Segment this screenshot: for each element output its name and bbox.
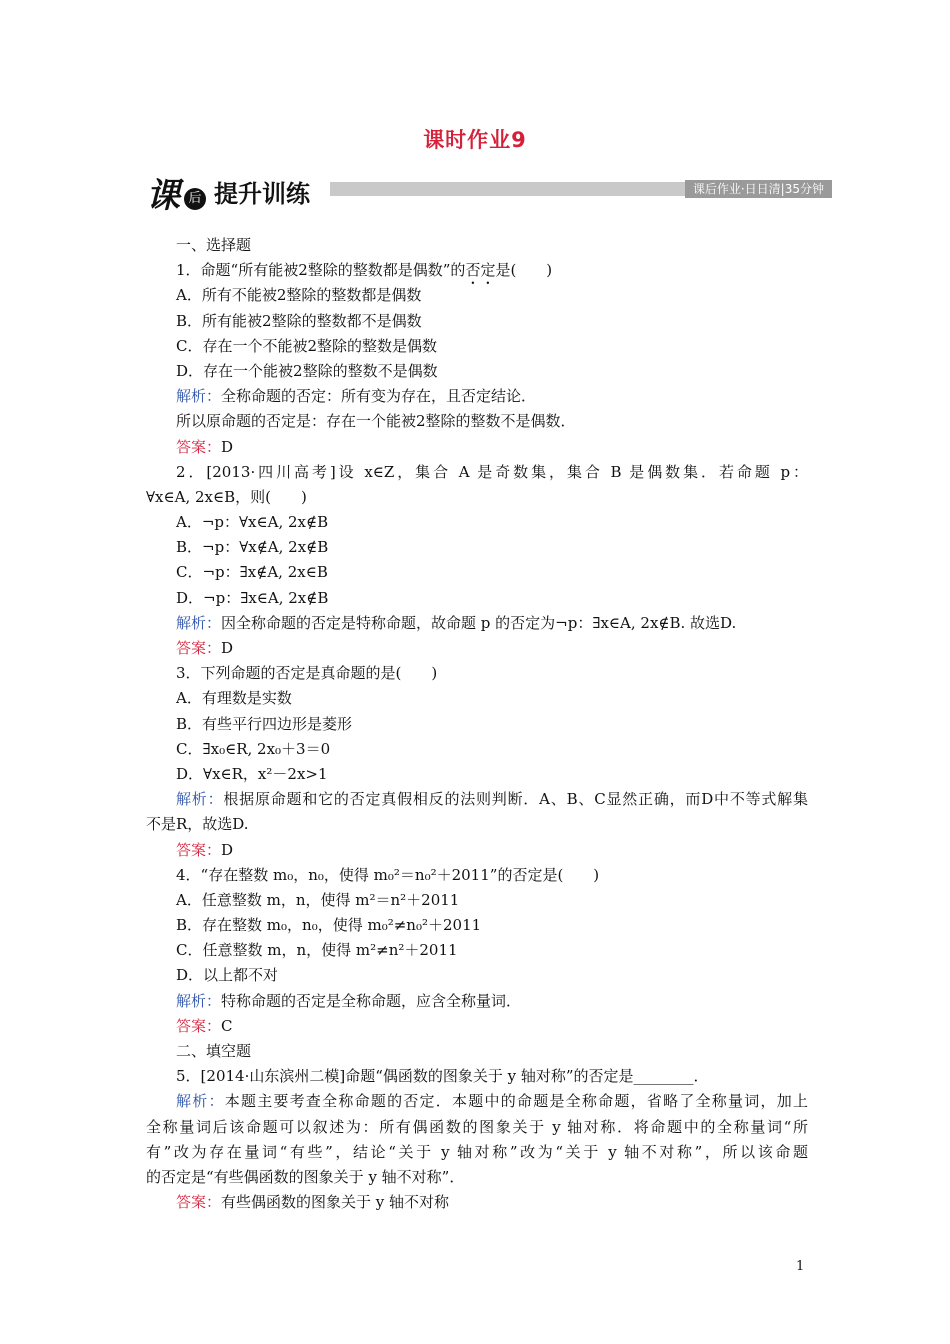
page-title: 课时作业9 <box>423 128 527 152</box>
q4-exp-text: 特称命题的否定是全称命题，应含全称量词． <box>221 991 522 1010</box>
q4-exp-label: 解析： <box>176 991 222 1010</box>
q3-answer <box>146 838 808 863</box>
q4-explanation <box>146 989 808 1014</box>
q3-option-b: B．有些平行四边形是菱形 <box>176 714 353 733</box>
banner-logo-badge: 后 <box>184 188 206 210</box>
banner-heading: 提升训练 <box>214 180 310 208</box>
q3-explanation-2: 不是R，故选D. <box>146 815 249 834</box>
q1-stem <box>146 258 808 283</box>
q1-exp-text: 全称命题的否定：所有变为存在，且否定结论． <box>221 387 537 406</box>
q1-exp-label: 解析： <box>176 387 222 406</box>
q4-option-d: D．以上都不对 <box>176 966 279 985</box>
q1-ans-value: D <box>221 437 234 456</box>
q5-ans-value: 有些偶函数的图象关于 y 轴不对称 <box>221 1193 450 1212</box>
q5-exp-label: 解析： <box>176 1092 225 1111</box>
q5-explanation-2: 全称量词后该命题可以叙述为：所有偶函数的图象关于 y 轴对称．将命题中的全称量词“所 <box>146 1117 808 1136</box>
q4-option-a: A．任意整数 m，n，使得 m²＝n²＋2011 <box>176 890 460 909</box>
exercise-content <box>146 233 808 1215</box>
q4-option-c: C．任意整数 m，n，使得 m²≠n²＋2011 <box>176 941 458 960</box>
section-banner <box>140 166 832 214</box>
q3-option-d: D．∀x∈R，x²－2x>1 <box>176 764 328 783</box>
q2-answer <box>146 636 808 661</box>
q1-explanation-2: 所以原命题的否定是：存在一个能被2整除的整数不是偶数． <box>176 412 576 431</box>
q1-ans-label: 答案： <box>176 437 222 456</box>
q1-stem-b: 是( ) <box>495 261 553 280</box>
q3-option-a: A．有理数是实数 <box>176 689 292 708</box>
section-heading-fill: 二、填空题 <box>176 1042 252 1060</box>
q2-explanation <box>146 611 808 636</box>
q2-option-b: B．¬p：∀x∉A, 2x∉B <box>176 538 329 557</box>
q1-option-d: D．存在一个能被2整除的整数不是偶数 <box>176 361 438 380</box>
q2-ans-value: D <box>221 639 234 657</box>
q3-ans-label: 答案： <box>176 840 222 859</box>
q3-option-c: C．∃x₀∈R, 2x₀＋3＝0 <box>176 739 331 758</box>
q1-option-a: A．所有不能被2整除的整数都是偶数 <box>176 286 422 305</box>
q4-ans-value: C <box>221 1016 233 1035</box>
q3-ans-value: D <box>221 840 234 859</box>
section-heading-choice: 一、选择题 <box>176 236 252 254</box>
q2-option-d: D．¬p：∃x∈A, 2x∉B <box>176 588 329 607</box>
q2-stem-1: 2．[2013·四川高考]设 x∈Z，集合 A 是奇数集，集合 B 是偶数集．若命题 p： <box>176 462 808 481</box>
q1-stem-emphasis: 否定 <box>465 261 496 280</box>
q3-exp-label: 解析： <box>176 790 224 809</box>
q2-option-c: C．¬p：∃x∉A, 2x∈B <box>176 563 328 582</box>
banner-tag: 课后作业·日日清|35分钟 <box>685 180 832 198</box>
q5-explanation-3: 有”改为存在量词“有些”，结论“关于 y 轴对称”改为“关于 y 轴不对称”，所以该命题 <box>146 1142 808 1161</box>
q1-option-b: B．所有能被2整除的整数都不是偶数 <box>176 311 422 330</box>
q3-exp-text: 根据原命题和它的否定真假相反的法则判断．A、B、C显然正确，而D中不等式解集 <box>223 790 808 809</box>
q5-ans-label: 答案： <box>176 1193 222 1212</box>
q1-explanation <box>146 384 808 409</box>
q3-stem: 3．下列命题的否定是真命题的是( ) <box>176 664 438 683</box>
q2-exp-label: 解析： <box>176 613 222 632</box>
q5-answer <box>146 1190 808 1215</box>
q2-ans-label: 答案： <box>176 639 222 657</box>
q4-option-b: B．存在整数 m₀，n₀，使得 m₀²≠n₀²＋2011 <box>176 916 482 935</box>
q4-stem: 4．“存在整数 m₀，n₀，使得 m₀²＝n₀²＋2011”的否定是( ) <box>176 865 600 884</box>
q5-explanation-4: 的否定是“有些偶函数的图象关于 y 轴不对称”． <box>146 1167 465 1186</box>
q2-option-a: A．¬p：∀x∈A, 2x∉B <box>176 513 329 532</box>
q3-explanation <box>146 787 808 812</box>
page-number: 1 <box>796 1259 805 1274</box>
q1-answer <box>146 435 808 460</box>
q5-exp-text: 本题主要考查全称命题的否定．本题中的命题是全称命题，省略了全称量词，加上 <box>224 1092 808 1111</box>
q5-explanation <box>146 1089 808 1114</box>
q1-stem-a: 1．命题“所有能被2整除的整数都是偶数”的 <box>176 261 466 280</box>
q2-exp-text: 因全称命题的否定是特称命题，故命题 p 的否定为¬p：∃x∈A, 2x∉B. 故选D. <box>221 613 737 632</box>
q2-stem-2: ∀x∈A, 2x∈B，则( ) <box>146 487 307 506</box>
q1-option-c: C．存在一个不能被2整除的整数是偶数 <box>176 336 438 355</box>
banner-logo-char: 课 <box>146 176 180 216</box>
q4-ans-label: 答案： <box>176 1016 222 1035</box>
q5-stem: 5．[2014·山东滨州二模]命题“偶函数的图象关于 y 轴对称”的否定是________． <box>176 1067 709 1086</box>
q4-answer <box>146 1014 808 1039</box>
